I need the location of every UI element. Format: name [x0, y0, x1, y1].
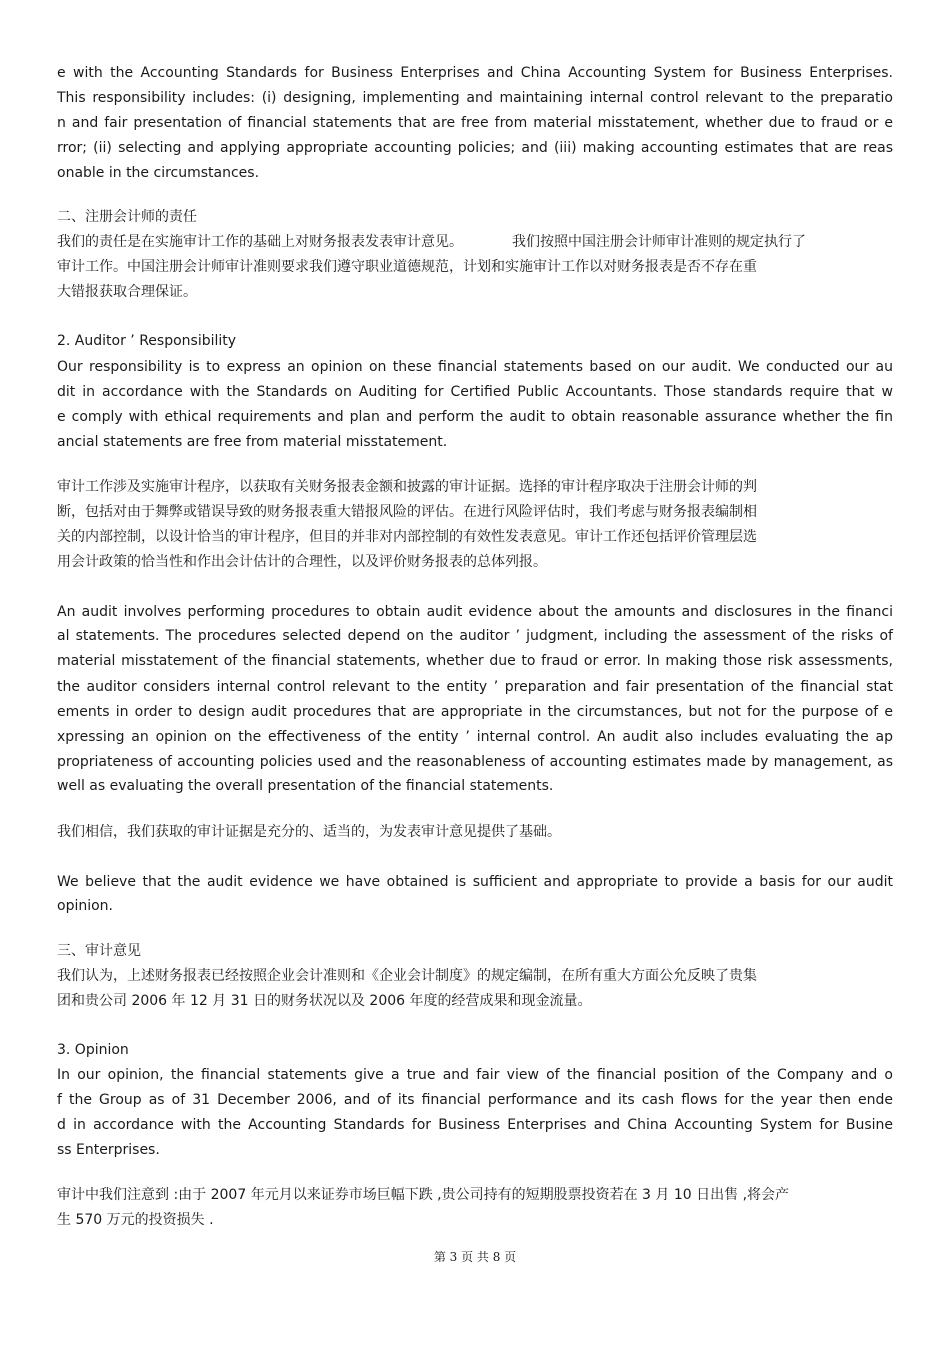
text-line: dit in accordance with the Standards on Auditing for Certified Public Accountants. Those standards require that w — [57, 384, 893, 400]
text-line: xpressing an opinion on the effectiveness of the entity ’ internal control. An audit also includes evaluating the ap — [57, 729, 893, 745]
text-line: 断，包括对由于舞弊或错误导致的财务报表重大错报风险的评估。在进行风险评估时，我们考虑与财务报表编制相 — [57, 504, 757, 520]
text-line: 我们认为，上述财务报表已经按照企业会计准则和《企业会计制度》的规定编制，在所有重大方面公允反映了贵集 — [57, 968, 757, 984]
text-line: In our opinion, the financial statements give a true and fair view of the financial position of the Company and o — [57, 1067, 893, 1083]
section-heading: 三、审计意见 — [57, 943, 141, 959]
text-line: 审计工作。中国注册会计师审计准则要求我们遵守职业道德规范，计划和实施审计工作以对财务报表是否不存在重 — [57, 259, 757, 275]
text-line: ements in order to design audit procedures that are appropriate in the circumstances, but not for the purpose of e — [57, 704, 893, 720]
text-line: the auditor considers internal control relevant to the entity ’ preparation and fair presentation of the financial stat — [57, 679, 893, 695]
text-line: onable in the circumstances. — [57, 165, 260, 181]
text-line: 我们的责任是在实施审计工作的基础上对财务报表发表审计意见。 我们按照中国注册会计师审计准则的规定执行了 — [57, 234, 806, 250]
believe-paragraph-cn: 我们相信，我们获取的审计证据是充分的、适当的，为发表审计意见提供了基础。 — [57, 824, 561, 840]
text-line: 关的内部控制，以设计恰当的审计程序，但目的并非对内部控制的有效性发表意见。审计工作还包括评价管理层选 — [57, 529, 757, 545]
page-number-footer: 第 3 页 共 8 页 — [433, 1250, 517, 1264]
text-line: An audit involves performing procedures to obtain audit evidence about the amounts and disclosures in the financi — [57, 604, 893, 620]
text-line: 审计工作涉及实施审计程序，以获取有关财务报表金额和披露的审计证据。选择的审计程序取决于注册会计师的判 — [57, 479, 757, 495]
text-line: 审计中我们注意到 :由于 2007 年元月以来证券市场巨幅下跌 ,贵公司持有的短期股票投资若在 3 月 10 日出售 ,将会产 — [57, 1187, 790, 1203]
text-line: 大错报获取合理保证。 — [57, 284, 197, 300]
text-line: well as evaluating the overall presentation of the financial statements. — [57, 778, 554, 794]
section-heading: 2. Auditor ’ Responsibility — [57, 333, 237, 349]
text-line: 生 570 万元的投资损失 . — [57, 1212, 214, 1228]
text-line: al statements. The procedures selected depend on the auditor ’ judgment, including the assessment of the risks of — [57, 628, 893, 644]
section-heading: 3. Opinion — [57, 1042, 129, 1058]
text-line: We believe that the audit evidence we have obtained is sufficient and appropriate to provide a basis for our audit — [57, 874, 893, 890]
text-line: e with the Accounting Standards for Business Enterprises and China Accounting System for Business Enterprises. — [57, 65, 893, 81]
text-line: rror; (ii) selecting and applying appropriate accounting policies; and (iii) making accounting estimates that are reas — [57, 140, 893, 156]
text-line: d in accordance with the Accounting Standards for Business Enterprises and China Accounting System for Busine — [57, 1117, 893, 1133]
text-line: f the Group as of 31 December 2006, and of its financial performance and its cash flows for the year then ende — [57, 1092, 893, 1108]
text-line: ss Enterprises. — [57, 1142, 160, 1158]
text-line: propriateness of accounting policies used and the reasonableness of accounting estimates made by management, as — [57, 754, 893, 770]
text-line: This responsibility includes: (i) designing, implementing and maintaining internal control relevant to the preparatio — [57, 90, 893, 106]
text-line: 团和贵公司 2006 年 12 月 31 日的财务状况以及 2006 年度的经营成果和现金流量。 — [57, 993, 592, 1009]
text-line: 用会计政策的恰当性和作出会计估计的合理性，以及评价财务报表的总体列报。 — [57, 554, 547, 570]
text-line: ancial statements are free from material misstatement. — [57, 434, 448, 450]
section-heading: 二、注册会计师的责任 — [57, 209, 197, 225]
text-line: n and fair presentation of financial statements that are free from material misstatement, whether due to fraud or e — [57, 115, 893, 131]
text-line: opinion. — [57, 898, 113, 914]
text-line: material misstatement of the financial statements, whether due to fraud or error. In making those risk assessments, — [57, 653, 893, 669]
text-line: Our responsibility is to express an opinion on these financial statements based on our audit. We conducted our au — [57, 359, 893, 375]
text-line: e comply with ethical requirements and plan and perform the audit to obtain reasonable assurance whether the fin — [57, 409, 893, 425]
